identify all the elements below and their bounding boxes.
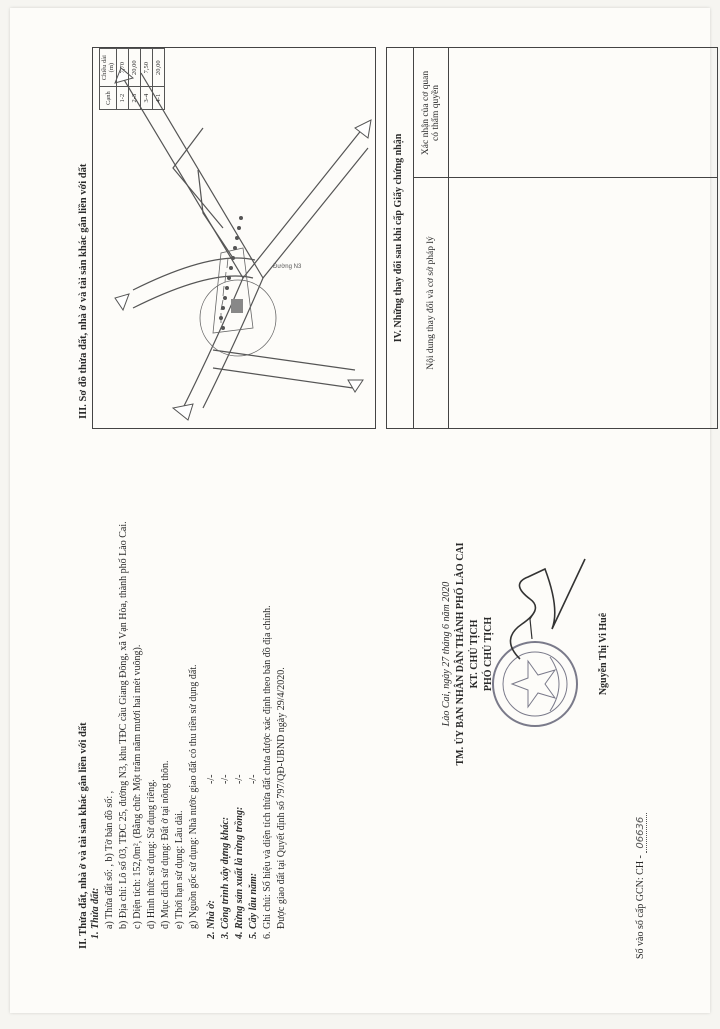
table-cell: 3-4 (141, 87, 153, 110)
right-page (10, 8, 720, 509)
signature-icon (490, 549, 595, 669)
subject-plot (231, 299, 243, 313)
changes-col2-line1: Xác nhận của cơ quan (421, 70, 431, 156)
table-row (117, 49, 129, 110)
land-line: b) Địa chỉ: Lô số 03, TĐC 25, đường N3, khu TĐC cầu Giang Đông, xã Vạn Hòa, thành phố Lào Cai. (118, 521, 129, 929)
role-line: PHÓ CHỦ TỊCH (483, 616, 494, 692)
table-cell: 20,00 (153, 49, 165, 87)
table-header: Cạnh (100, 87, 117, 110)
section-iv-title: IV. Những thay đổi sau khi cấp Giấy chứng nhận (393, 133, 404, 343)
table-row (129, 49, 141, 110)
column-divider (447, 177, 717, 178)
rotated-content (10, 8, 720, 1029)
land-heading: 1. Thửa đất: (90, 887, 101, 939)
registration-value: 06636 (635, 813, 647, 853)
note-line: 6. Ghi chú: Số hiệu và diện tích thửa đất chưa được xác định theo bản đồ địa chính. (262, 605, 273, 939)
land-line: a) Thửa đất số: , b) Tờ bản đồ số: , (104, 790, 115, 929)
changes-table-header (413, 48, 449, 428)
left-page (10, 521, 720, 1029)
forest-value: -/- (234, 774, 245, 784)
road-label: Đường N3 (273, 264, 302, 270)
org-line: TM. ỦY BAN NHÂN DÂN THÀNH PHỐ LÀO CAI (455, 542, 466, 766)
table-header: Chiều dài (m) (100, 49, 117, 87)
tree-label: 5. Cây lâu năm: (248, 872, 259, 939)
registration-number (635, 813, 646, 959)
land-line: đ) Mục đích sử dụng: Đất ở tại nông thôn. (160, 760, 171, 929)
table-cell: 7,70 (117, 49, 129, 87)
tree-value: -/- (248, 774, 259, 784)
table-cell: 7,50 (141, 49, 153, 87)
construction-label: 3. Công trình xây dựng khác: (220, 816, 231, 939)
changes-section (386, 47, 718, 429)
land-map (92, 47, 376, 429)
edge-length-table (99, 48, 165, 110)
section-iii-title: III. Sơ đồ thửa đất, nhà ở và tài sản khác gắn liền với đất (78, 163, 89, 419)
land-line: c) Diện tích: 152,0m², (Bằng chữ: Một trăm năm mươi hai mét vuông). (132, 644, 143, 929)
role-line: KT. CHỦ TỊCH (469, 619, 480, 689)
land-line: e) Thời hạn sử dụng: Lâu dài. (174, 810, 185, 929)
house-value: -/- (206, 774, 217, 784)
changes-col2-line2: có thẩm quyền (431, 85, 441, 141)
date-line: Lào Cai, ngày 27 tháng 6 năm 2020 (441, 581, 452, 727)
table-cell: 1-2 (117, 87, 129, 110)
land-line: g) Nguồn gốc sử dụng: Nhà nước giao đất có thu tiền sử dụng đất. (188, 664, 199, 929)
changes-col2-header (414, 48, 448, 178)
note-line: Được giao đất tại Quyết định số 797/QĐ-UBND ngày 29/4/2020. (276, 667, 287, 929)
signer-name: Nguyễn Thị Vi Huê (598, 612, 609, 696)
changes-col1-header: Nội dung thay đổi và cơ sở pháp lý (414, 177, 448, 428)
registration-label: Số vào sổ cấp GCN: CH - (635, 855, 646, 959)
construction-value: -/- (220, 774, 231, 784)
signature-block (440, 534, 496, 774)
land-line: d) Hình thức sử dụng: Sử dụng riêng. (146, 779, 157, 929)
table-row (141, 49, 153, 110)
forest-label: 4. Rừng sản xuất là rừng trồng: (234, 806, 245, 939)
table-cell: 4-1 (153, 87, 165, 110)
section-ii-title: II. Thửa đất, nhà ở và tài sản khác gắn liền với đất (78, 722, 89, 949)
table-cell: 20,00 (129, 49, 141, 87)
house-label: 2. Nhà ở: (206, 900, 217, 939)
certificate-sheet (10, 8, 710, 1013)
table-cell: 2-3 (129, 87, 141, 110)
table-row (153, 49, 165, 110)
